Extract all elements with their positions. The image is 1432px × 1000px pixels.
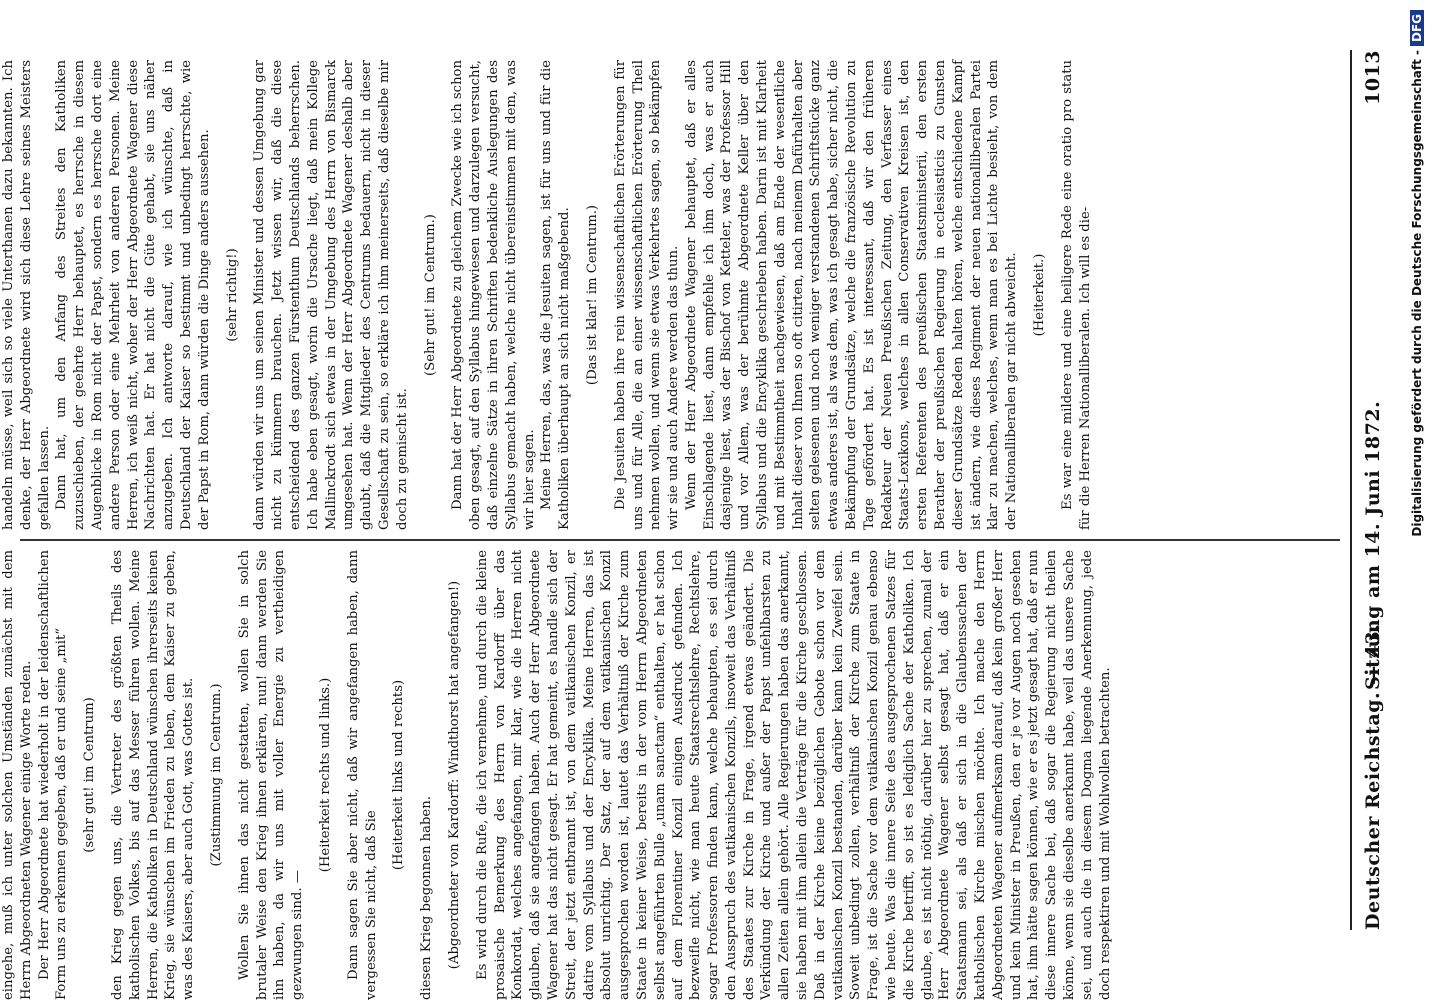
- interjection: (Heiterkeit.): [1032, 253, 1048, 337]
- interjection: (Heiterkeit rechts und links.): [317, 677, 333, 873]
- footer-text: Digitalisierung gefördert durch die Deutsche Forschungsgemeinschaft -: [1410, 50, 1424, 537]
- paragraph: Die Jesuiten haben ihre rein wissenschaftlichen Erörterungen für uns und für Alle, die an einer wissenschaftlichen Erörterung Theil nehmen wollen, und wenn sie etwas Verkehrtes sagen, so bekämpfen wir sie und auch Andere werden das thun.: [612, 60, 682, 530]
- paragraph: den Krieg gegen uns, die Vertreter des größten Theils des katholischen Volkes, bis auf das Messer führen wollen. Meine Herren, die Katholiken in Deutschland wünschen ihrerseits keinen Krieg, sie wünschen im Frieden zu leben, dem Kaiser zu geben, was des Kaisers, aber auch Gott, was Gottes ist.: [109, 550, 197, 1000]
- paragraph: Dann hat, um den Anfang des Streites den Katholiken zuzuschieben, der geehrte Herr behauptet, es herrsche in diesem Augenblicke in Rom nicht der Papst, sondern es herrsche dort eine andere Person oder eine Mehrheit von anderen Personen. Meine Herren, ich weiß nicht, woher der Herr Abgeordnete Wagener diese Nachrichten hat. Er hat nicht die Güte gehabt, sie uns näher anzugeben. Ich antworte darauf, wie ich wünschte, daß in Deutschland der Kaiser so bestimmt und unbedingt herrschte, wie der Papst in Rom, dann würden die Dinge anders aussehen.: [54, 60, 212, 530]
- digitization-footer: [1410, 10, 1424, 880]
- paragraph: handeln müsse, weil sich so viele Unterthanen dazu bekannten. Ich denke, der Herr Abgeordnete wird sich diese Lehre seines Meisters gefallen lassen.: [1, 60, 52, 530]
- left-text-column: [0, 550, 1340, 1000]
- paragraph: diesen Krieg begonnen haben.: [419, 796, 435, 1000]
- paragraph: Wenn der Herr Abgeordnete Wagener behauptet, daß er alles Einschlagende liest, dann empfehle ich ihm doch, was er auch dasjenige liest, was der Bischof von Ketteler, was der Professor Hill und vor Allem, was der berühmte Abgeordnete Keller über den Syllabus und die Encyklika geschrieben haben. Darin ist mit Klarheit und mit Bestimmtheit nachgewiesen, daß am Ende der wesentliche Inhalt dieser von Ihnen so oft citirten, nach meinem Dafürhalten aber selten gelesenen und noch weniger verstandenen Schriftstücke ganz etwas anderes ist, als was dem, was ich gesagt habe, sicher nicht, die Bekämpfung der Grundsätze, welche die französische Revolution zu Tage gefördert hat. Es ist interessant, daß wir den früheren Redakteur der Neuen Preußischen Zeitung, den Verfasser eines Staats-Lexikons, welches in allen Conservativen Kreisen ist, den ersten Referenten des preußischen Staatsministerii, den ersten Berather der preußischen Regierung in ecclesiasticis zu Gunsten dieser Grundsätze Reden halten hören, welche entschiedene Kampf ist ändern, wie dieses Regiment der neuen nationalliberalen Partei klar zu machen, welches, wenn man es bei Lichte besieht, von dem der Nationalliberalen gar nicht abweicht.: [683, 60, 1020, 530]
- interjection: (Das ist klar! im Centrum.): [584, 204, 600, 386]
- dfg-logo: DFG: [1410, 10, 1424, 46]
- interjection: (sehr gut! im Centrum): [82, 697, 98, 853]
- paragraph: Der Herr Abgeordnete hat wiederholt in der leidenschaftlichen Form uns zu erkennen gegeben, daß er und seine „mit“: [36, 550, 70, 1000]
- paragraph: Es wird durch die Rufe, die ich vernehme, und durch die kleine prosaische Bemerkung des Herrn von Kardorff über das Konkordat, welches angefangen, mir klar, wie die Herren nicht glauben, daß sie angefangen haben. Auch der Herr Abgeordnete Wagener hat das nicht gesagt. Er hat gemeint, es handle sich der Streit, der jetzt entbrannt ist, von dem vatikanischen Konzil, er datire vom Syllabus und der Encyklika. Meine Herren, das ist absolut unrichtig. Der Satz, der auf dem vatikanischen Konzil ausgesprochen worden ist, lautet das Verhältniß der Kirche zum Staate in keiner Weise, bereits in der vom Herrn Abgeordneten selbst angeführten Bulle „unam sanctam“ enthalten, er hat schon auf dem Florentiner Konzil einigen Ausdruck gefunden. Ich bezweifle nicht, wie man heute Staatsrechtslehre, Rechtslehre, sogar Professoren finden kann, welche behaupten, es sei durch den Ausspruch des vatikanischen Konzils, insoweit das Verhältniß des Staates zur Kirche in Frage, irgend etwas geändert. Die Verkündung der Kirche und außer der Papst unfehlbarsten zu allen Zeiten allein gehört. Alle Regierungen haben das anerkannt, sie haben mit ihm allein die Verträge für die Kirche geschlossen. Daß in der Kirche keine bezüglichen Gebote schon vor dem vatikanischen Konzil bestanden, darüber kann kein Zweifel sein. Soweit unbedingt zollen, verhältniß der Kirche zum Staate in Frage, ist die Sache vor dem vatikanischen Konzil genau ebenso wie heute. Was die innere Seite des ausgesprochenen Satzes für die Kirche betrifft, so ist es lediglich Sache der Katholiken. Ich glaube, es ist nicht nöthig, darüber hier zu sprechen, zumal der Herr Abgeordnete Wagener selbst gesagt hat, daß er ein Staatsmann sei, als daß er sich in die Glaubenssachen der katholischen Kirche mischen möchte. Ich mache den Herrn Abgeordneten Wagener aufmerksam darauf, daß kein großer Herr und kein Minister in Preußen, den er je vor Augen noch gesehen hat, ihm hätte sagen können, wie er es jetzt gesagt hat, daß er nun diese innere Sache bei, daß sogar die Regierung nicht theilen könne, wenn sie dieselbe anerkannt habe, weil das unsere Sache sei, und auch die in diesem Dogma liegende Anerkennung, jede doch respektiren und mit Wohlwollen betrachten.: [474, 550, 1113, 1000]
- column-divider: [20, 540, 1340, 542]
- interjection: (sehr richtig!): [224, 248, 240, 342]
- interjection: (Heiterkeit links und rechts): [391, 679, 407, 871]
- interjection: (Zustimmung im Centrum.): [208, 683, 224, 867]
- paragraph: Dann sagen Sie aber nicht, daß wir angefangen haben, dann vergessen Sie nicht, daß Sie: [345, 550, 379, 1000]
- header-rule: [1350, 50, 1352, 930]
- interjection: (Abgeordneter von Kardorff: Windthorst hat angefangen!): [446, 580, 462, 970]
- interjection: (Sehr gut! im Centrum.): [422, 214, 438, 376]
- paragraph: Meine Herren, das, was die Jesuiten sagen, ist für uns und für die Katholiken überhaupt an sich nicht maßgebend.: [539, 60, 573, 530]
- header-session-date: Sitzung am 14. Juni 1872.: [1362, 400, 1384, 690]
- paragraph: Wollen Sie ihnen das nicht gestatten, wollen Sie in solch brutaler Weise den Krieg ihnen erklären, nun! dann werden Sie ihn haben, da wir uns mit voller Energie zu vertheidigen gezwungen sind. —: [236, 550, 306, 1000]
- paragraph: Dann hat der Herr Abgeordnete zu gleichem Zwecke wie ich schon oben gesagt, auf den Syllabus hingewiesen und darzulegen versucht, daß einzelne Sätze in ihren Schriften bedenkliche Auslegungen des Syllabus gemacht haben, welche nicht übereinstimmen mit dem, was wir hier sagen.: [450, 60, 537, 530]
- page-number: 1013: [1362, 50, 1384, 105]
- page-header: [1362, 0, 1394, 1000]
- paragraph: dann würden wir uns um seinen Minister und dessen Umgebung gar nicht zu kümmern brauchen. Jetzt wissen wir, daß die diese entscheidend des ganzen Fürstenthum Deutschlands beherrschen. Ich habe eben gesagt, worin die Ursache liegt, daß mein Kollege Mallinckrodt sich etwas in der Umgebung des Herrn von Bismarck umgesehen hat. Wenn der Herr Abgeordnete Wagener deshalb aber glaubt, daß die Mitglieder des Centrums bedauern, nicht in dieser Gesellschaft zu sein, so erkläre ich ihm meinerseits, daß dieselbe mir doch zu gemischt ist.: [252, 60, 410, 530]
- right-text-column: [0, 60, 1340, 530]
- paragraph: Es war eine mildere und eine heiligere Rede eine oratio pro statu für die Herren Nationalliberalen. Ich will es die-: [1059, 60, 1093, 530]
- paragraph: eingehe, muß ich unter solchen Umständen zunächst mit dem Herrn Abgeordneten Wagener einige Worte reden.: [1, 550, 34, 1000]
- header-publication: Deutscher Reichstag. — 43.: [1362, 623, 1384, 930]
